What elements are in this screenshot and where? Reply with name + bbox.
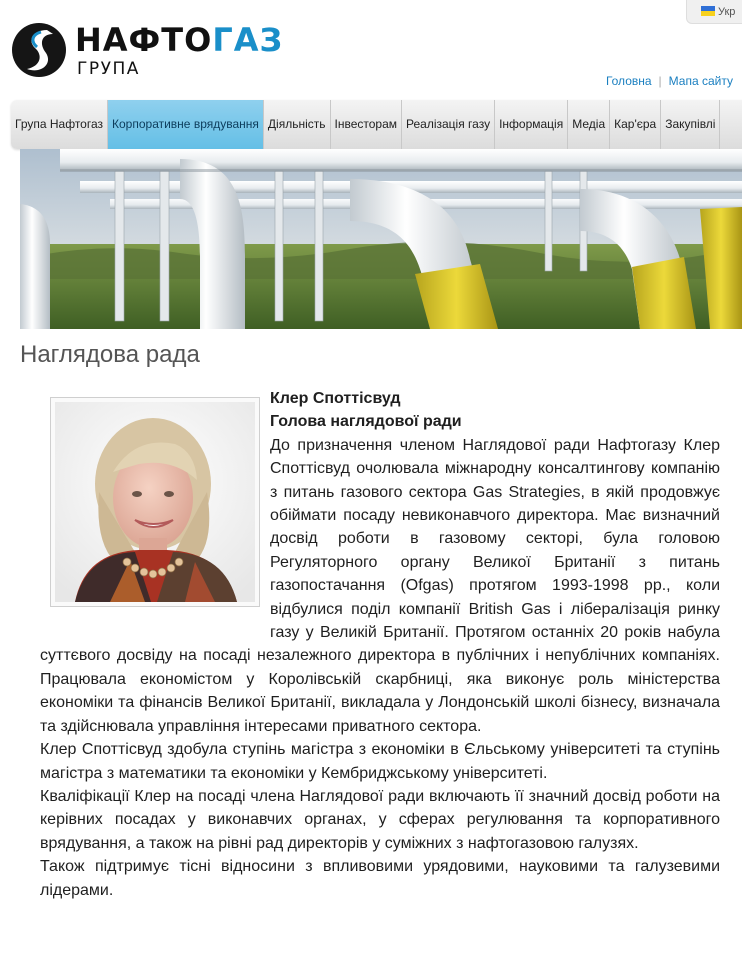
link-separator: | <box>658 74 662 88</box>
ukraine-flag-icon <box>701 6 715 16</box>
bio-paragraph: До призначення членом Наглядової ради Нафтогазу Клер Споттісвуд очолювала міжнародну консалтингову компанію з питань газового сектора Gas Strategies, в якій продовжує обіймати посаду невиконавчого директора. Має визначний досвід роботи в газовому секторі, була головою Регуляторного органу Великої Британії з питань газопостачання (Ofgas) протягом 1993-1998 рр., коли відбулися поділ компанії British Gas і лібералізація ринку газу у Великій Британії. Протягом останніх 20 років набула суттєвого досвіду на посаді незалежного директора в публічних і непублічних компаніях. Працювала економістом у Королівській скарбниці, яка виконує роль міністерства економіки та фінансів Великої Британії, викладала у Лондонській школі бізнесу, визначала та здійснювала управління інтересами приватного сектора. <box>40 436 720 735</box>
bio-paragraph: Клер Споттісвуд здобула ступінь магістра з економіки в Єльському університеті та ступінь магістра з математики та економіки у Кембриджському університеті. <box>40 741 720 782</box>
photo-spacer <box>40 387 270 627</box>
nav-item-gas-sales[interactable]: Реалізація газу <box>402 100 495 149</box>
main-nav <box>11 100 742 149</box>
language-selector[interactable] <box>686 0 742 24</box>
gas-pipes-illustration <box>20 149 742 329</box>
nav-item-corporate-governance[interactable]: Корпоративне врядування <box>108 100 264 149</box>
home-link[interactable]: Головна <box>605 74 652 88</box>
naftogaz-logo-mark <box>11 22 67 78</box>
bio-paragraph: Також підтримує тісні відносини з впливовими урядовими, науковими та галузевими лідерами. <box>40 858 720 899</box>
nav-item-naftogaz-group[interactable]: Група Нафтогаз <box>11 100 108 149</box>
nav-item-media[interactable]: Медіа <box>568 100 610 149</box>
logo-subtitle: ГРУПА <box>77 59 140 79</box>
nav-item-activity[interactable]: Діяльність <box>264 100 331 149</box>
top-links <box>606 74 733 88</box>
sitemap-link[interactable]: Мапа сайту <box>668 74 733 88</box>
page-title: Наглядова рада <box>20 341 200 368</box>
logo[interactable] <box>11 22 301 82</box>
nav-item-information[interactable]: Інформація <box>495 100 568 149</box>
nav-item-procurement[interactable]: Закупівлі <box>661 100 720 149</box>
nav-item-career[interactable]: Кар'єра <box>610 100 661 149</box>
person-name: Клер Споттісвуд <box>270 390 401 407</box>
nav-item-investors[interactable]: Інвесторам <box>331 100 403 149</box>
header-banner-image <box>20 149 742 329</box>
logo-wordmark: НАФТОГАЗ <box>75 21 284 59</box>
language-label: Укр <box>718 6 736 18</box>
person-role: Голова наглядової ради <box>270 413 462 431</box>
person-bio <box>40 387 720 902</box>
bio-paragraph: Кваліфікації Клер на посаді члена Наглядової ради включають її значний досвід роботи на керівних посадах у виконавчих органах, у сферах регулювання та корпоративного врядування, а також на рівні рад директорів у суміжних з нафтогазовою галузях. <box>40 787 720 852</box>
